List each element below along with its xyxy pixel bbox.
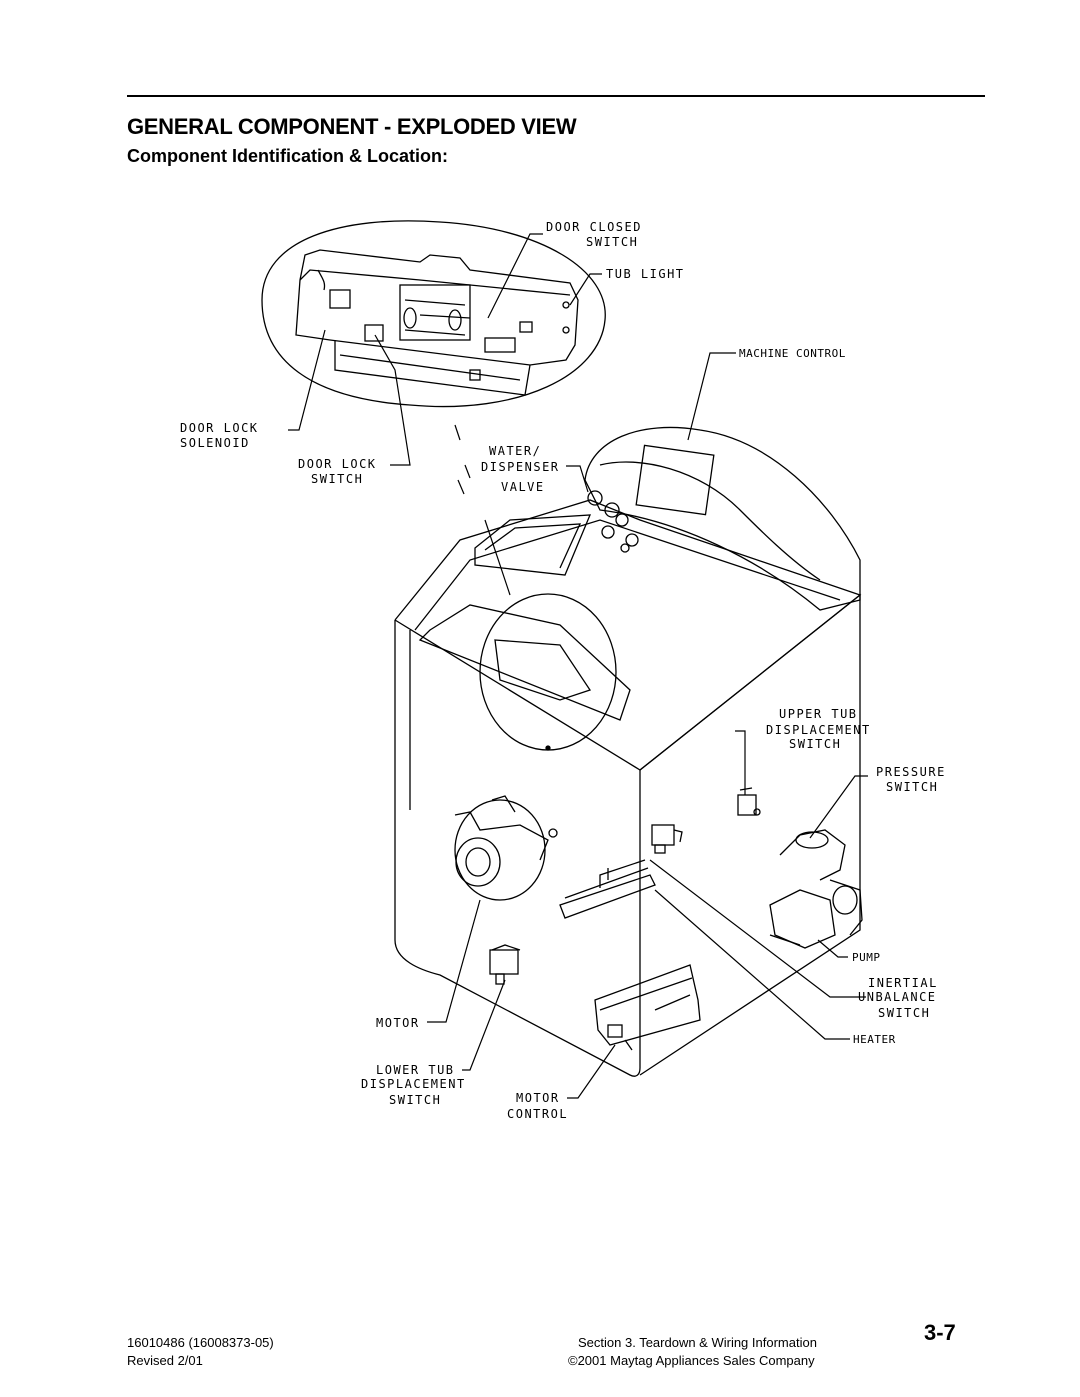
label-door-lock-switch-1: DOOR LOCK (298, 457, 377, 471)
label-water-valve-2: DISPENSER (481, 460, 560, 474)
heater-part (560, 860, 655, 918)
label-inertial-1: INERTIAL (868, 976, 938, 990)
label-pump: PUMP (852, 951, 881, 964)
inertial-switch-part (652, 825, 682, 853)
label-door-lock-switch-2: SWITCH (311, 472, 364, 486)
page-title: GENERAL COMPONENT - EXPLODED VIEW (127, 114, 577, 139)
label-water-valve-1: WATER/ (489, 444, 542, 458)
label-motor-control-1: MOTOR (516, 1091, 560, 1105)
motor-control-part (595, 965, 700, 1050)
footer-section: Section 3. Teardown & Wiring Information (578, 1335, 817, 1350)
label-door-closed-switch-1: DOOR CLOSED (546, 220, 642, 234)
label-pressure-switch-1: PRESSURE (876, 765, 946, 779)
label-door-lock-solenoid-2: SOLENOID (180, 436, 250, 450)
footer-copyright: ©2001 Maytag Appliances Sales Company (568, 1353, 815, 1368)
label-tub-light: TUB LIGHT (606, 267, 685, 281)
label-motor: MOTOR (376, 1016, 420, 1030)
label-door-lock-solenoid-1: DOOR LOCK (180, 421, 259, 435)
label-heater: HEATER (853, 1033, 896, 1046)
label-lower-tub-3: SWITCH (389, 1093, 442, 1107)
callout-labels (180, 220, 946, 1121)
washer-cabinet (395, 427, 860, 1076)
label-inertial-3: SWITCH (878, 1006, 931, 1020)
lower-tub-switch-part (490, 945, 520, 984)
label-inertial-2: UNBALANCE (858, 990, 937, 1004)
label-lower-tub-1: LOWER TUB (376, 1063, 455, 1077)
label-door-closed-switch-2: SWITCH (586, 235, 639, 249)
footer-revised: Revised 2/01 (127, 1353, 203, 1368)
footer-doc-number: 16010486 (16008373-05) (127, 1335, 274, 1350)
label-upper-tub-2: DISPLACEMENT (766, 723, 871, 737)
label-motor-control-2: CONTROL (507, 1107, 569, 1121)
label-pressure-switch-2: SWITCH (886, 780, 939, 794)
page-number: 3-7 (924, 1320, 956, 1345)
label-upper-tub-3: SWITCH (789, 737, 842, 751)
label-upper-tub-1: UPPER TUB (779, 707, 858, 721)
label-lower-tub-2: DISPLACEMENT (361, 1077, 466, 1091)
door-lock-assembly-detail (262, 221, 605, 407)
label-machine-control: MACHINE CONTROL (739, 347, 846, 360)
motor-part (455, 796, 557, 900)
upper-tub-switch-part (738, 788, 760, 815)
page-subtitle: Component Identification & Location: (127, 146, 448, 166)
pump-part (770, 830, 862, 948)
leader-lines (288, 234, 868, 1098)
label-water-valve-3: VALVE (501, 480, 545, 494)
